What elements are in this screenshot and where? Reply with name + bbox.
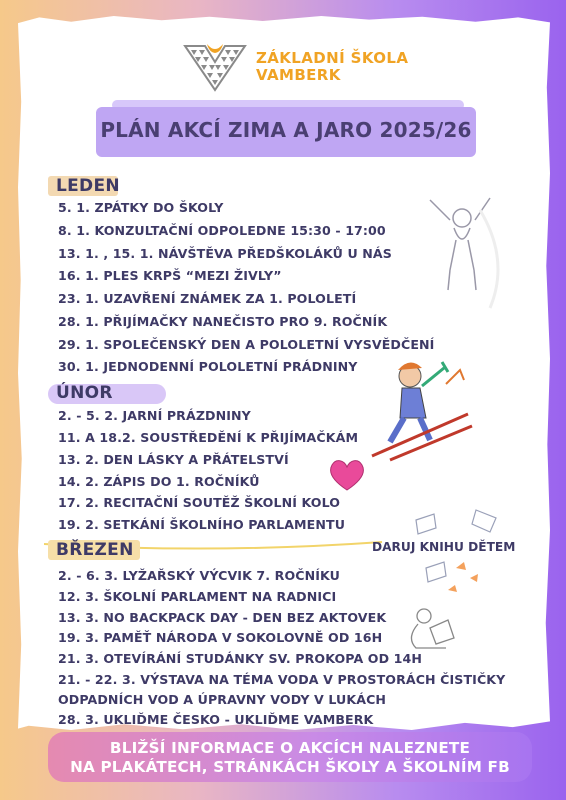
school-name — [256, 50, 408, 84]
event-item: 16. 1. PLES KRPŠ “MEZI ŽIVLY” — [58, 268, 282, 283]
event-item: 30. 1. JEDNODENNÍ POLOLETNÍ PRÁDNINY — [58, 359, 358, 374]
event-item-continued: ODPADNÍCH VOD A ÚPRAVNY VODY V LUKÁCH — [58, 692, 387, 707]
event-item: 21. - 22. 3. VÝSTAVA NA TÉMA VODA V PROSTORÁCH ČISTIČKY — [58, 672, 506, 687]
hanging-child-illustration — [420, 190, 510, 310]
page-title: PLÁN AKCÍ ZIMA A JARO 2025/26 — [100, 118, 472, 142]
event-item: 8. 1. KONZULTAČNÍ ODPOLEDNE 15:30 - 17:00 — [58, 223, 386, 238]
footer-line2: NA PLAKÁTECH, STRÁNKÁCH ŠKOLY A ŠKOLNÍM FB — [70, 758, 510, 776]
event-item: 19. 3. PAMĚŤ NÁRODA V SOKOLOVNĚ OD 16H — [58, 630, 383, 645]
event-item: 14. 2. ZÁPIS DO 1. ROČNÍKŮ — [58, 474, 260, 489]
skier-illustration — [360, 356, 490, 466]
event-item: 19. 2. SETKÁNÍ ŠKOLNÍHO PARLAMENTU — [58, 517, 346, 532]
school-name-line1: ZÁKLADNÍ ŠKOLA — [256, 49, 409, 67]
event-item: 13. 2. DEN LÁSKY A PŘÁTELSTVÍ — [58, 452, 289, 467]
event-item: 5. 1. ZPÁTKY DO ŠKOLY — [58, 200, 224, 215]
month-heading-leden: LEDEN — [56, 176, 120, 196]
footer-info — [48, 739, 532, 777]
footer-line1: BLIŽŠÍ INFORMACE O AKCÍCH NALEZNETE — [109, 739, 471, 757]
event-item: 28. 3. UKLIĎME ČESKO - UKLIĎME VAMBERK — [58, 712, 374, 727]
event-item: 21. 3. OTEVÍRÁNÍ STUDÁNKY SV. PROKOPA OD 14H — [58, 651, 423, 666]
event-item: 11. A 18.2. SOUSTŘEDĚNÍ K PŘIJÍMAČKÁM — [58, 430, 359, 445]
event-item: 13. 3. NO BACKPACK DAY - DEN BEZ AKTOVEK — [58, 610, 387, 625]
event-item: 29. 1. SPOLEČENSKÝ DEN A POLOLETNÍ VYSVĚDČENÍ — [58, 337, 435, 352]
event-item: 2. - 6. 3. LYŽAŘSKÝ VÝCVIK 7. ROČNÍKU — [58, 568, 340, 583]
event-item: 28. 1. PŘIJÍMAČKY NANEČISTO PRO 9. ROČNÍK — [58, 314, 388, 329]
month-heading-unor: ÚNOR — [56, 383, 113, 403]
school-name-line2: VAMBERK — [256, 66, 341, 84]
heart-icon — [328, 458, 366, 492]
event-item: 17. 2. RECITAČNÍ SOUTĚŽ ŠKOLNÍ KOLO — [58, 495, 341, 510]
book-donation-note: DARUJ KNIHU DĚTEM — [372, 540, 516, 554]
school-logo-icon — [183, 40, 247, 92]
month-heading-brezen: BŘEZEN — [56, 540, 134, 560]
event-item: 2. - 5. 2. JARNÍ PRÁZDNINY — [58, 408, 251, 423]
event-item: 13. 1. , 15. 1. NÁVŠTĚVA PŘEDŠKOLÁKŮ U NÁS — [58, 246, 392, 261]
event-item: 12. 3. ŠKOLNÍ PARLAMENT NA RADNICI — [58, 589, 337, 604]
event-item: 23. 1. UZAVŘENÍ ZNÁMEK ZA 1. POLOLETÍ — [58, 291, 357, 306]
books-illustration — [396, 508, 520, 658]
